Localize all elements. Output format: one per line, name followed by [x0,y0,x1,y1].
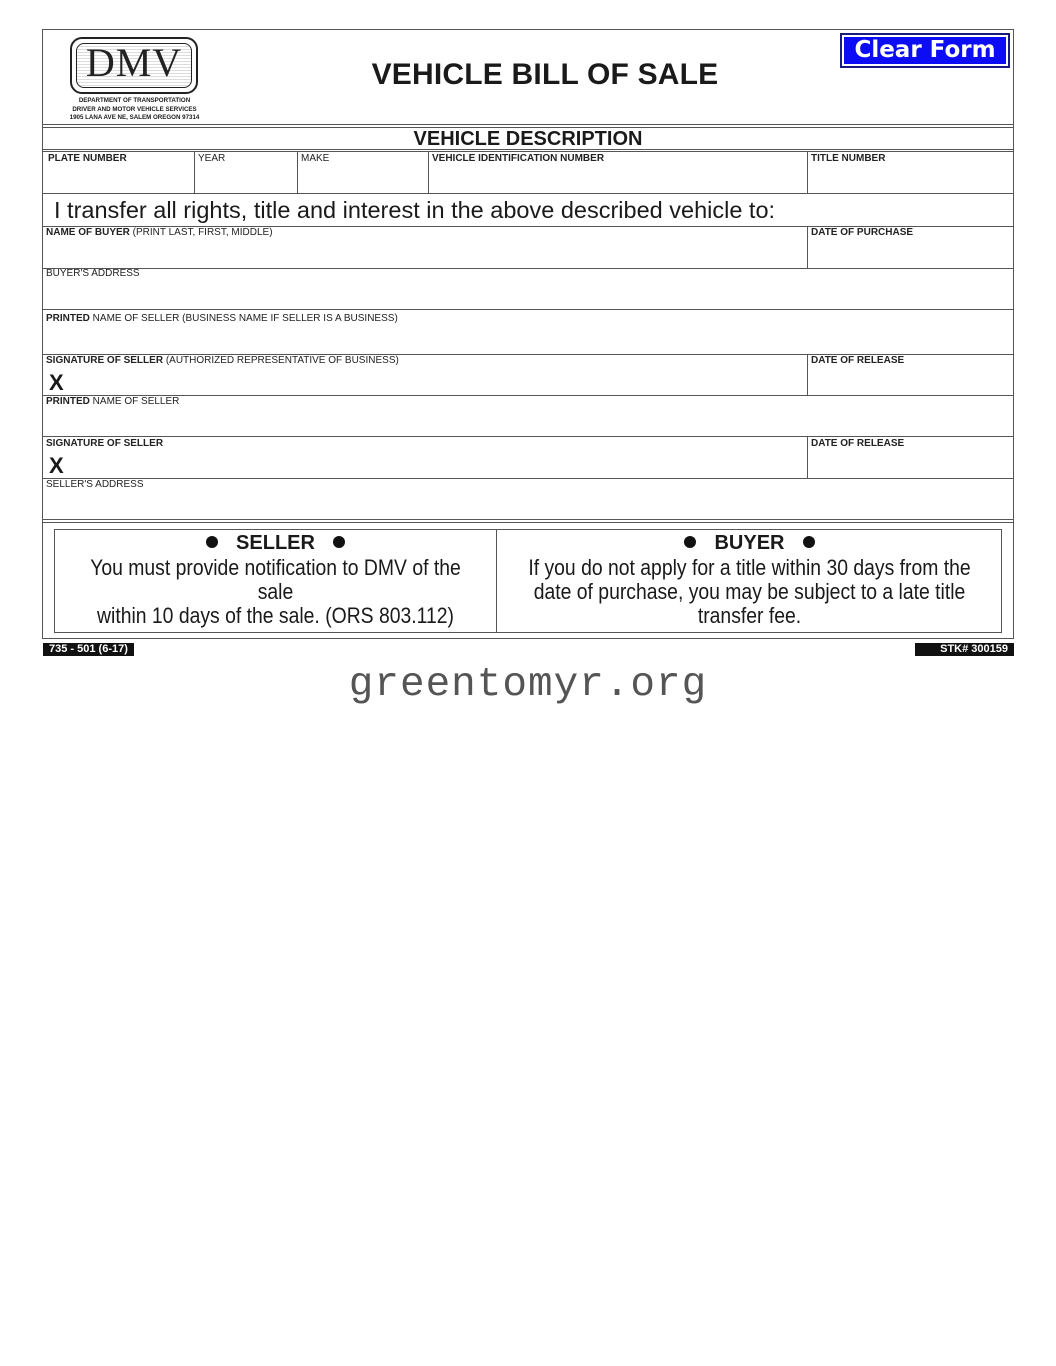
date-of-purchase-field[interactable] [811,242,1013,266]
signature-x-mark: X [49,370,64,395]
title-number-label: TITLE NUMBER [811,153,886,164]
date-of-release-label: DATE OF RELEASE [811,355,905,366]
vin-field[interactable] [432,168,807,192]
agency-address: DEPARTMENT OF TRANSPORTATION DRIVER AND MOTOR VEHICLE SERVICES 1905 LANA AVE NE, SALEM OREGON 97314 [69,97,200,121]
stock-code: STK# 300159 [915,643,1014,656]
divider [43,124,1013,125]
seller2-date-of-release-field[interactable] [811,453,1013,477]
clear-form-button[interactable]: Clear Form [840,33,1010,68]
year-field[interactable] [198,168,297,192]
buyer-notice-text: If you do not apply for a title within 30 days from the date of purchase, you may be subject to a late title transfer fee. [528,555,971,628]
divider [43,519,1013,520]
bullet-icon [803,536,815,548]
year-label: YEAR [198,153,226,164]
divider [43,309,1013,310]
form-title: VEHICLE BILL OF SALE [371,58,719,91]
seller-notice-heading: SELLER [55,532,496,555]
plate-number-field[interactable] [48,168,192,192]
divider [43,478,1013,479]
buyer-name-field[interactable] [48,242,802,266]
divider [43,149,1013,150]
dmv-logo [70,37,198,94]
bullet-icon [206,536,218,548]
buyer-address-field[interactable] [48,283,1012,307]
buyer-notice-heading: BUYER [497,532,1002,555]
vin-label: VEHICLE IDENTIFICATION NUMBER [432,153,605,164]
divider [43,193,1013,194]
bullet-icon [333,536,345,548]
make-field[interactable] [301,168,428,192]
form-code: 735 - 501 (6-17) [43,643,134,656]
title-number-field[interactable] [811,168,1013,192]
seller2-printed-name-field[interactable] [48,411,1012,435]
divider [43,522,1013,523]
buyer-address-label: BUYER'S ADDRESS [46,268,140,279]
seller-signature-field[interactable] [73,370,802,394]
date-of-purchase-label: DATE OF PURCHASE [811,227,914,238]
bullet-icon [684,536,696,548]
signature-x-mark: X [49,453,64,478]
divider [43,151,1013,152]
seller-signature-label: SIGNATURE OF SELLER (AUTHORIZED REPRESENTATIVE OF BUSINESS) [46,355,399,366]
make-label: MAKE [301,153,330,164]
bill-of-sale-form [42,29,1014,639]
divider [43,395,1013,396]
divider [43,436,1013,437]
seller2-printed-name-label: PRINTED NAME OF SELLER [46,396,180,407]
seller-printed-name-field[interactable] [48,328,1012,352]
seller-address-field[interactable] [48,494,1012,518]
plate-number-label: PLATE NUMBER [48,153,127,164]
watermark-text: greentomyr.org [348,662,708,708]
transfer-statement: I transfer all rights, title and interest in the above described vehicle to: [54,197,776,223]
seller-printed-name-label: PRINTED NAME OF SELLER (BUSINESS NAME IF SELLER IS A BUSINESS) [46,313,398,324]
seller2-signature-label: SIGNATURE OF SELLER [46,438,164,449]
date-of-release-label: DATE OF RELEASE [811,438,905,449]
date-of-release-field[interactable] [811,370,1013,394]
buyer-name-label: NAME OF BUYER (PRINT LAST, FIRST, MIDDLE) [46,227,273,238]
dmv-logo-text: DMV [85,40,183,85]
notice-box [54,529,1002,633]
vehicle-description-heading: VEHICLE DESCRIPTION [413,128,643,150]
seller2-signature-field[interactable] [73,453,802,477]
seller-address-label: SELLER'S ADDRESS [46,479,144,490]
divider [43,268,1013,269]
seller-notice-text: You must provide notification to DMV of the sale within 10 days of the sale. (ORS 803.112) [90,555,461,628]
